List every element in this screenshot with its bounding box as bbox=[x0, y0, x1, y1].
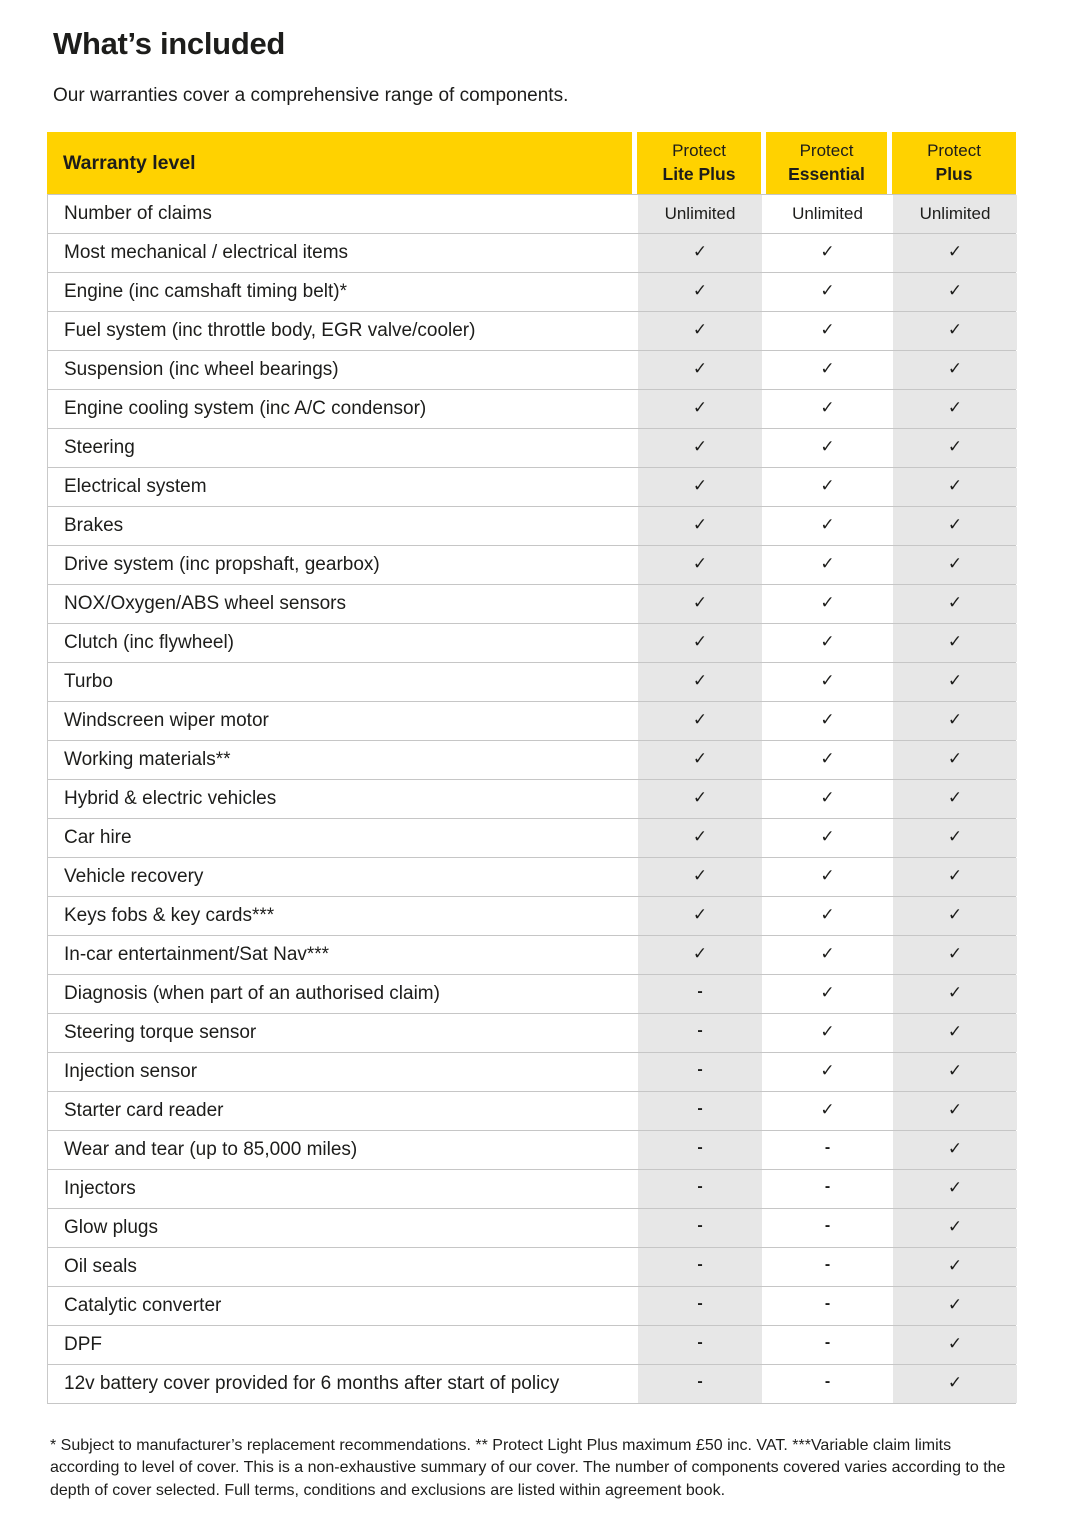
table-row bbox=[48, 662, 1015, 701]
cell-protect-plus bbox=[893, 858, 1017, 896]
table-row bbox=[48, 740, 1015, 779]
cell-protect-lite-plus bbox=[638, 273, 762, 311]
row-label: Drive system (inc propshaft, gearbox) bbox=[48, 546, 633, 584]
check-icon: ✓ bbox=[692, 632, 708, 651]
check-icon: ✓ bbox=[820, 632, 835, 651]
row-label: Hybrid & electric vehicles bbox=[48, 780, 633, 818]
table-row bbox=[48, 779, 1015, 818]
cell-protect-lite-plus bbox=[638, 858, 762, 896]
cell-protect-lite-plus bbox=[638, 663, 762, 701]
check-icon: ✓ bbox=[820, 398, 835, 417]
cell-protect-plus bbox=[893, 1092, 1017, 1130]
cell-protect-plus bbox=[893, 624, 1017, 662]
table-row bbox=[48, 1130, 1015, 1169]
check-icon: ✓ bbox=[947, 1334, 963, 1353]
check-icon: ✓ bbox=[820, 866, 835, 885]
cell-protect-essential bbox=[767, 1326, 888, 1364]
cell-protect-lite-plus bbox=[638, 975, 762, 1013]
dash-icon: - bbox=[697, 1373, 703, 1390]
check-icon: ✓ bbox=[692, 476, 708, 495]
check-icon: ✓ bbox=[947, 905, 963, 924]
check-icon: ✓ bbox=[692, 515, 708, 534]
cell-protect-lite-plus bbox=[638, 1209, 762, 1247]
check-icon: ✓ bbox=[947, 1256, 963, 1275]
cell-protect-essential bbox=[767, 1014, 888, 1052]
table-row bbox=[48, 623, 1015, 662]
cell-protect-plus bbox=[893, 975, 1017, 1013]
table-row bbox=[48, 1091, 1015, 1130]
check-icon: ✓ bbox=[947, 359, 963, 378]
cell-protect-essential bbox=[767, 390, 888, 428]
table-row bbox=[48, 1286, 1015, 1325]
check-icon: ✓ bbox=[947, 1139, 963, 1158]
dash-icon: - bbox=[824, 1139, 831, 1156]
table-row bbox=[48, 1247, 1015, 1286]
cell-protect-lite-plus bbox=[638, 1170, 762, 1208]
cell-protect-plus bbox=[893, 663, 1017, 701]
cell-protect-lite-plus bbox=[638, 390, 762, 428]
row-label: Engine cooling system (inc A/C condensor) bbox=[48, 390, 633, 428]
dash-icon: - bbox=[697, 1022, 703, 1039]
check-icon: ✓ bbox=[820, 281, 835, 300]
check-icon: ✓ bbox=[947, 320, 963, 339]
check-icon: ✓ bbox=[947, 1061, 963, 1080]
row-label: Steering torque sensor bbox=[48, 1014, 633, 1052]
row-label: 12v battery cover provided for 6 months after start of policy bbox=[48, 1365, 633, 1403]
dash-icon: - bbox=[697, 1334, 703, 1351]
check-icon: ✓ bbox=[947, 788, 963, 807]
dash-icon: - bbox=[697, 1217, 703, 1234]
check-icon: ✓ bbox=[820, 710, 835, 729]
header-warranty-level: Warranty level bbox=[47, 132, 632, 194]
check-icon: ✓ bbox=[947, 515, 963, 534]
cell-protect-plus bbox=[893, 351, 1017, 389]
cell-protect-lite-plus bbox=[638, 1248, 762, 1286]
cell-protect-plus bbox=[893, 1014, 1017, 1052]
check-icon: ✓ bbox=[947, 1178, 963, 1197]
check-icon: ✓ bbox=[947, 437, 963, 456]
row-label: Vehicle recovery bbox=[48, 858, 633, 896]
cell-protect-essential bbox=[767, 1170, 888, 1208]
row-label: Glow plugs bbox=[48, 1209, 633, 1247]
cell-protect-plus bbox=[893, 1131, 1017, 1169]
cell-protect-plus bbox=[893, 1326, 1017, 1364]
check-icon: ✓ bbox=[947, 281, 963, 300]
cell-protect-plus bbox=[893, 312, 1017, 350]
check-icon: ✓ bbox=[947, 632, 963, 651]
header-brand-label: Protect bbox=[672, 140, 726, 160]
cell-protect-essential bbox=[767, 1248, 888, 1286]
row-label: Engine (inc camshaft timing belt)* bbox=[48, 273, 633, 311]
check-icon: ✓ bbox=[820, 749, 835, 768]
cell-protect-plus bbox=[893, 1053, 1017, 1091]
cell-protect-essential bbox=[767, 312, 888, 350]
header-tier-label: Essential bbox=[788, 163, 865, 184]
dash-icon: - bbox=[697, 1256, 703, 1273]
header-protect-essential bbox=[766, 132, 887, 194]
check-icon: ✓ bbox=[692, 281, 708, 300]
cell-protect-lite-plus bbox=[638, 1287, 762, 1325]
cell-protect-lite-plus bbox=[638, 702, 762, 740]
cell-protect-lite-plus bbox=[638, 1053, 762, 1091]
cell-protect-lite-plus bbox=[638, 1092, 762, 1130]
table-header bbox=[47, 132, 1016, 194]
check-icon: ✓ bbox=[820, 554, 835, 573]
header-tier-label: Lite Plus bbox=[662, 163, 736, 184]
cell-protect-plus bbox=[893, 819, 1017, 857]
cell-protect-essential bbox=[767, 1053, 888, 1091]
check-icon: ✓ bbox=[692, 944, 708, 963]
cell-protect-plus bbox=[893, 897, 1017, 935]
cell-protect-essential bbox=[767, 351, 888, 389]
cell-protect-plus bbox=[893, 390, 1017, 428]
cell-protect-essential bbox=[767, 1365, 888, 1403]
row-label: Number of claims bbox=[48, 195, 633, 233]
check-icon: ✓ bbox=[692, 242, 708, 261]
row-label: Wear and tear (up to 85,000 miles) bbox=[48, 1131, 633, 1169]
cell-protect-lite-plus bbox=[638, 234, 762, 272]
row-label: DPF bbox=[48, 1326, 633, 1364]
table-row bbox=[48, 1208, 1015, 1247]
table-row bbox=[48, 1013, 1015, 1052]
check-icon: ✓ bbox=[947, 554, 963, 573]
table-row bbox=[48, 194, 1015, 233]
cell-protect-lite-plus bbox=[638, 1131, 762, 1169]
table-row bbox=[48, 935, 1015, 974]
header-brand-label: Protect bbox=[799, 140, 854, 160]
cell-protect-lite-plus bbox=[638, 741, 762, 779]
row-label: Most mechanical / electrical items bbox=[48, 234, 633, 272]
check-icon: ✓ bbox=[692, 398, 708, 417]
check-icon: ✓ bbox=[692, 437, 708, 456]
table-body bbox=[47, 194, 1016, 1404]
cell-protect-lite-plus bbox=[638, 351, 762, 389]
check-icon: ✓ bbox=[947, 710, 963, 729]
cell-protect-plus bbox=[893, 1248, 1017, 1286]
check-icon: ✓ bbox=[692, 866, 708, 885]
check-icon: ✓ bbox=[692, 593, 708, 612]
check-icon: ✓ bbox=[820, 593, 835, 612]
dash-icon: - bbox=[824, 1373, 831, 1390]
row-label: Working materials** bbox=[48, 741, 633, 779]
dash-icon: - bbox=[697, 1100, 703, 1117]
row-label: Brakes bbox=[48, 507, 633, 545]
check-icon: ✓ bbox=[947, 1022, 963, 1041]
cell-protect-essential bbox=[767, 858, 888, 896]
check-icon: ✓ bbox=[820, 983, 835, 1002]
cell-protect-lite-plus bbox=[638, 1365, 762, 1403]
row-label: Injection sensor bbox=[48, 1053, 633, 1091]
cell-protect-essential bbox=[767, 546, 888, 584]
cell-protect-essential: Unlimited bbox=[767, 195, 888, 233]
cell-protect-essential bbox=[767, 273, 888, 311]
check-icon: ✓ bbox=[692, 710, 708, 729]
table-row bbox=[48, 428, 1015, 467]
cell-protect-essential bbox=[767, 897, 888, 935]
cell-protect-plus bbox=[893, 1287, 1017, 1325]
check-icon: ✓ bbox=[820, 944, 835, 963]
dash-icon: - bbox=[697, 1178, 703, 1195]
cell-protect-essential bbox=[767, 975, 888, 1013]
table-row bbox=[48, 857, 1015, 896]
dash-icon: - bbox=[824, 1334, 831, 1351]
cell-protect-plus bbox=[893, 585, 1017, 623]
header-brand-label: Protect bbox=[927, 140, 981, 160]
check-icon: ✓ bbox=[947, 593, 963, 612]
row-label: Windscreen wiper motor bbox=[48, 702, 633, 740]
row-label: Keys fobs & key cards*** bbox=[48, 897, 633, 935]
table-row bbox=[48, 389, 1015, 428]
row-label: NOX/Oxygen/ABS wheel sensors bbox=[48, 585, 633, 623]
check-icon: ✓ bbox=[692, 320, 708, 339]
check-icon: ✓ bbox=[820, 827, 835, 846]
table-row bbox=[48, 1364, 1015, 1403]
check-icon: ✓ bbox=[947, 398, 963, 417]
check-icon: ✓ bbox=[692, 359, 708, 378]
cell-protect-plus bbox=[893, 234, 1017, 272]
check-icon: ✓ bbox=[820, 437, 835, 456]
table-row bbox=[48, 467, 1015, 506]
table-row bbox=[48, 1169, 1015, 1208]
cell-protect-lite-plus bbox=[638, 546, 762, 584]
cell-protect-lite-plus bbox=[638, 1014, 762, 1052]
warranty-comparison-table bbox=[47, 132, 1016, 1404]
cell-protect-lite-plus bbox=[638, 585, 762, 623]
dash-icon: - bbox=[824, 1256, 831, 1273]
row-label: Oil seals bbox=[48, 1248, 633, 1286]
table-header-row bbox=[47, 132, 1016, 194]
table-row bbox=[48, 896, 1015, 935]
table-row bbox=[48, 818, 1015, 857]
cell-protect-essential bbox=[767, 1131, 888, 1169]
check-icon: ✓ bbox=[947, 1373, 963, 1392]
cell-protect-plus bbox=[893, 1170, 1017, 1208]
table-row bbox=[48, 701, 1015, 740]
check-icon: ✓ bbox=[692, 788, 708, 807]
cell-protect-plus bbox=[893, 780, 1017, 818]
header-tier-label: Plus bbox=[935, 163, 973, 184]
check-icon: ✓ bbox=[947, 1100, 963, 1119]
table-row bbox=[48, 350, 1015, 389]
row-label: Suspension (inc wheel bearings) bbox=[48, 351, 633, 389]
cell-protect-lite-plus bbox=[638, 780, 762, 818]
dash-icon: - bbox=[697, 983, 703, 1000]
cell-protect-lite-plus bbox=[638, 312, 762, 350]
cell-protect-essential bbox=[767, 468, 888, 506]
check-icon: ✓ bbox=[820, 1061, 835, 1080]
check-icon: ✓ bbox=[947, 242, 963, 261]
page-title: What’s included bbox=[53, 26, 286, 61]
check-icon: ✓ bbox=[947, 1217, 963, 1236]
dash-icon: - bbox=[824, 1217, 831, 1234]
row-label: Injectors bbox=[48, 1170, 633, 1208]
cell-protect-essential bbox=[767, 624, 888, 662]
cell-protect-plus bbox=[893, 936, 1017, 974]
check-icon: ✓ bbox=[692, 905, 708, 924]
check-icon: ✓ bbox=[820, 1100, 835, 1119]
row-label: Catalytic converter bbox=[48, 1287, 633, 1325]
check-icon: ✓ bbox=[947, 983, 963, 1002]
dash-icon: - bbox=[824, 1295, 831, 1312]
table-row bbox=[48, 584, 1015, 623]
cell-protect-essential bbox=[767, 234, 888, 272]
row-label: Car hire bbox=[48, 819, 633, 857]
table-row bbox=[48, 506, 1015, 545]
cell-protect-lite-plus bbox=[638, 429, 762, 467]
cell-protect-plus bbox=[893, 702, 1017, 740]
check-icon: ✓ bbox=[820, 359, 835, 378]
footnote-text: * Subject to manufacturer’s replacement recommendations. ** Protect Light Plus maximum £50 inc. VAT. ***Variable claim limits according to level of cover. This is a non-exhaustive summary of our cover. The number of components covered varies according to the depth of cover selected. Full terms, conditions and exclusions are listed within agreement book. bbox=[50, 1437, 1006, 1499]
row-label: Fuel system (inc throttle body, EGR valve/cooler) bbox=[48, 312, 633, 350]
check-icon: ✓ bbox=[820, 242, 835, 261]
cell-protect-lite-plus bbox=[638, 1326, 762, 1364]
check-icon: ✓ bbox=[947, 749, 963, 768]
table-row bbox=[48, 545, 1015, 584]
check-icon: ✓ bbox=[820, 671, 835, 690]
row-label: Diagnosis (when part of an authorised claim) bbox=[48, 975, 633, 1013]
table-row bbox=[48, 233, 1015, 272]
row-label: Turbo bbox=[48, 663, 633, 701]
cell-protect-essential bbox=[767, 819, 888, 857]
header-protect-lite-plus bbox=[637, 132, 761, 194]
cell-protect-lite-plus bbox=[638, 507, 762, 545]
cell-protect-plus bbox=[893, 546, 1017, 584]
table-row bbox=[48, 272, 1015, 311]
cell-protect-essential bbox=[767, 936, 888, 974]
table-row bbox=[48, 1325, 1015, 1364]
header-protect-plus bbox=[892, 132, 1016, 194]
cell-protect-essential bbox=[767, 429, 888, 467]
check-icon: ✓ bbox=[692, 671, 708, 690]
dash-icon: - bbox=[824, 1178, 831, 1195]
cell-protect-plus bbox=[893, 273, 1017, 311]
cell-protect-plus bbox=[893, 741, 1017, 779]
dash-icon: - bbox=[697, 1061, 703, 1078]
cell-protect-plus bbox=[893, 1209, 1017, 1247]
cell-protect-essential bbox=[767, 1287, 888, 1325]
row-label: Electrical system bbox=[48, 468, 633, 506]
cell-protect-essential bbox=[767, 741, 888, 779]
check-icon: ✓ bbox=[947, 1295, 963, 1314]
cell-protect-plus bbox=[893, 429, 1017, 467]
check-icon: ✓ bbox=[692, 749, 708, 768]
cell-protect-essential bbox=[767, 663, 888, 701]
check-icon: ✓ bbox=[820, 320, 835, 339]
check-icon: ✓ bbox=[820, 905, 835, 924]
check-icon: ✓ bbox=[692, 554, 708, 573]
check-icon: ✓ bbox=[820, 476, 835, 495]
dash-icon: - bbox=[697, 1295, 703, 1312]
row-label: Starter card reader bbox=[48, 1092, 633, 1130]
cell-protect-plus bbox=[893, 1365, 1017, 1403]
cell-protect-plus bbox=[893, 507, 1017, 545]
cell-protect-lite-plus bbox=[638, 468, 762, 506]
cell-protect-lite-plus bbox=[638, 897, 762, 935]
row-label: In-car entertainment/Sat Nav*** bbox=[48, 936, 633, 974]
dash-icon: - bbox=[697, 1139, 703, 1156]
page-subtitle: Our warranties cover a comprehensive range of components. bbox=[53, 85, 569, 106]
check-icon: ✓ bbox=[947, 476, 963, 495]
cell-protect-essential bbox=[767, 780, 888, 818]
check-icon: ✓ bbox=[820, 515, 835, 534]
cell-protect-lite-plus bbox=[638, 624, 762, 662]
check-icon: ✓ bbox=[947, 671, 963, 690]
check-icon: ✓ bbox=[820, 788, 835, 807]
cell-protect-plus bbox=[893, 468, 1017, 506]
check-icon: ✓ bbox=[947, 944, 963, 963]
table-row bbox=[48, 1052, 1015, 1091]
row-label: Steering bbox=[48, 429, 633, 467]
check-icon: ✓ bbox=[947, 827, 963, 846]
check-icon: ✓ bbox=[947, 866, 963, 885]
table-row bbox=[48, 311, 1015, 350]
table-row bbox=[48, 974, 1015, 1013]
cell-protect-lite-plus: Unlimited bbox=[638, 195, 762, 233]
cell-protect-lite-plus bbox=[638, 819, 762, 857]
check-icon: ✓ bbox=[692, 827, 708, 846]
cell-protect-essential bbox=[767, 1092, 888, 1130]
cell-protect-essential bbox=[767, 507, 888, 545]
cell-protect-essential bbox=[767, 1209, 888, 1247]
check-icon: ✓ bbox=[820, 1022, 835, 1041]
row-label: Clutch (inc flywheel) bbox=[48, 624, 633, 662]
cell-protect-essential bbox=[767, 585, 888, 623]
cell-protect-essential bbox=[767, 702, 888, 740]
cell-protect-lite-plus bbox=[638, 936, 762, 974]
cell-protect-plus: Unlimited bbox=[893, 195, 1017, 233]
